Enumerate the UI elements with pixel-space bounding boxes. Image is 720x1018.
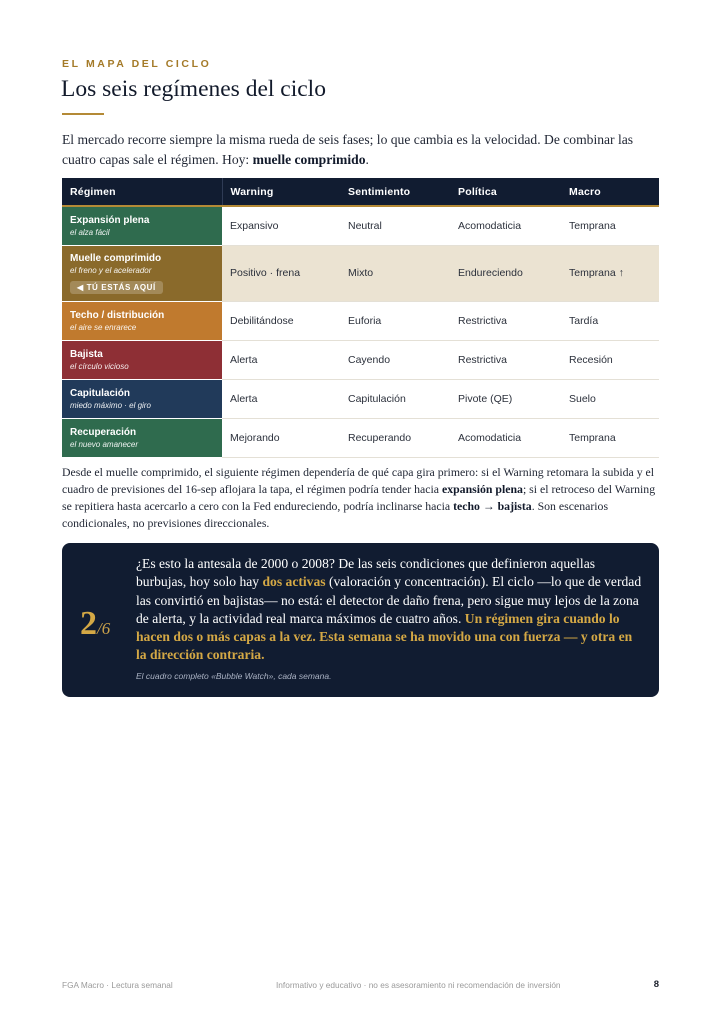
politica-cell: Acomodaticia — [450, 418, 561, 457]
callout-text — [136, 555, 646, 665]
table-row — [62, 301, 659, 340]
intro-highlight: muelle comprimido — [252, 151, 366, 167]
callout-note: El cuadro completo «Bubble Watch», cada semana. — [136, 671, 332, 681]
bubble-watch-callout — [62, 543, 659, 697]
regime-subtitle: el círculo vicioso — [70, 361, 129, 371]
regime-name: Muelle comprimido — [70, 253, 162, 264]
warning-cell: Debilitándose — [222, 301, 340, 340]
table-row — [62, 379, 659, 418]
macro-cell: Temprana ↑ — [561, 245, 659, 301]
table-row — [62, 340, 659, 379]
warning-cell: Mejorando — [222, 418, 340, 457]
politica-cell: Pivote (QE) — [450, 379, 561, 418]
callout-text-2: (valoración y concentración). El ciclo —lo que de verdad las convirtió en bajistas— no está: el detector de daño frena, pero sigue muy lejos de la zona de alerta, y la actividad real marca máximos de cuatro años. — [136, 574, 642, 626]
table-row — [62, 206, 659, 245]
scenario-bold-2: techo → bajista — [453, 499, 532, 513]
warning-cell: Positivo · frena — [222, 245, 340, 301]
counter-number: 2 — [80, 605, 97, 642]
politica-cell: Acomodaticia — [450, 206, 561, 245]
regime-subtitle: el aire se enrarece — [70, 322, 137, 332]
table-row-current — [62, 245, 659, 301]
col-header-sentimiento: Sentimiento — [340, 178, 450, 206]
page-title: Los seis regímenes del ciclo — [61, 76, 326, 102]
intro-end: . — [365, 151, 369, 167]
regime-subtitle: miedo máximo · el giro — [70, 400, 151, 410]
regime-subtitle: el freno y el acelerador — [70, 266, 152, 275]
regime-name: Capitulación — [70, 387, 131, 399]
regime-name: Recuperación — [70, 426, 137, 438]
sentimiento-cell: Recuperando — [340, 418, 450, 457]
col-header-warning: Warning — [222, 178, 340, 206]
callout-text-1: ¿Es esto la antesala de 2000 o 2008? De las seis condiciones que definieron aquellas burbujas, hoy solo hay — [136, 556, 596, 590]
intro-paragraph — [62, 130, 662, 169]
regime-cell — [62, 245, 222, 301]
regime-cell — [62, 379, 222, 418]
regime-name: Techo / distribución — [70, 309, 165, 321]
warning-cell: Expansivo — [222, 206, 340, 245]
scenario-text-3: . Son escenarios condicionales, no previsiones direccionales. — [62, 499, 609, 530]
col-header-politica: Política — [450, 178, 561, 206]
col-header-regimen: Régimen — [62, 178, 222, 206]
scenario-bold-1: expansión plena — [441, 482, 523, 496]
intro-text: El mercado recorre siempre la misma rueda de seis fases; lo que cambia es la velocidad. De combinar las cuatro capas sale el régimen. Hoy: — [62, 132, 634, 167]
table-row — [62, 418, 659, 457]
regime-cell — [62, 418, 222, 457]
regime-subtitle: el alza fácil — [70, 227, 110, 237]
warning-cell: Alerta — [222, 340, 340, 379]
politica-cell: Restrictiva — [450, 301, 561, 340]
macro-cell: Tardía — [561, 301, 659, 340]
you-are-here-badge: ◀ TÚ ESTÁS AQUÍ — [70, 281, 163, 294]
warning-cell: Alerta — [222, 379, 340, 418]
scenario-paragraph — [62, 464, 659, 532]
sentimiento-cell: Mixto — [340, 245, 450, 301]
col-header-macro: Macro — [561, 178, 659, 206]
callout-highlight-2: Un régimen gira cuando lo hacen dos o más capas a la vez. Esta semana se ha movido una con fuerza — y otra en la dirección contraria. — [136, 610, 633, 663]
sentimiento-cell: Euforia — [340, 301, 450, 340]
regime-subtitle: el nuevo amanecer — [70, 439, 139, 449]
regimes-table — [62, 178, 659, 458]
footer-disclaimer: Informativo y educativo · no es asesoramiento ni recomendación de inversión — [276, 980, 561, 990]
politica-cell: Restrictiva — [450, 340, 561, 379]
footer-publication: FGA Macro · Lectura semanal — [62, 980, 173, 990]
active-conditions-counter — [80, 605, 134, 643]
counter-denominator: /6 — [97, 619, 111, 638]
macro-cell: Temprana — [561, 418, 659, 457]
callout-highlight-1: dos activas — [262, 574, 326, 590]
page-number: 8 — [653, 979, 659, 990]
table-header-row — [62, 178, 659, 206]
scenario-text-2: ; si el retroceso del Warning se repitiera hasta acercarlo a cero con la Fed endureciendo, podría inclinarse hacia — [62, 482, 656, 513]
regime-cell — [62, 340, 222, 379]
regime-cell — [62, 301, 222, 340]
scenario-text-1: Desde el muelle comprimido, el siguiente régimen dependería de qué capa gira primero: si el Warning retomara la subida y el cuadro de previsiones del 16-sep aflojara la tapa, el régimen podría tender hacia — [62, 465, 655, 496]
macro-cell: Recesión — [561, 340, 659, 379]
sentimiento-cell: Cayendo — [340, 340, 450, 379]
regime-cell — [62, 206, 222, 245]
macro-cell: Suelo — [561, 379, 659, 418]
macro-cell: Temprana — [561, 206, 659, 245]
politica-cell: Endureciendo — [450, 245, 561, 301]
sentimiento-cell: Neutral — [340, 206, 450, 245]
sentimiento-cell: Capitulación — [340, 379, 450, 418]
title-underline — [62, 113, 104, 115]
regime-name: Bajista — [70, 348, 103, 360]
section-eyebrow: EL MAPA DEL CICLO — [62, 58, 212, 70]
regime-name: Expansión plena — [70, 214, 150, 226]
